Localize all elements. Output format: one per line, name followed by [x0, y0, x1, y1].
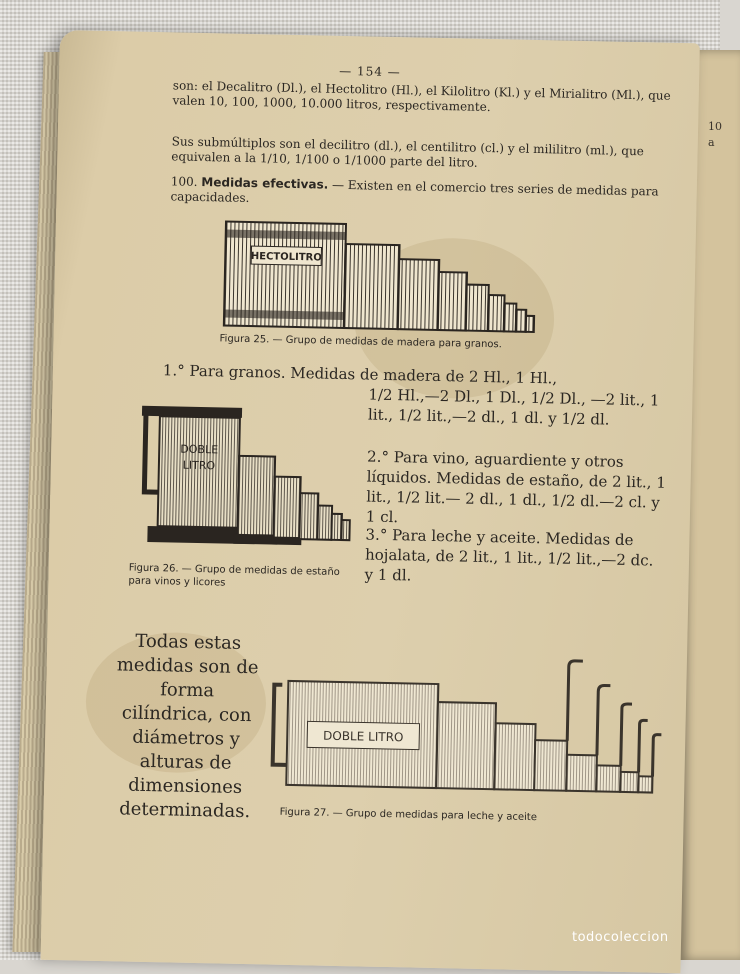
- figure-27-tin-measures: [266, 625, 669, 803]
- figure-27-caption: Figura 27. — Grupo de medidas para leche y aceite: [279, 806, 538, 824]
- item-vino: 2.° Para vino, aguardiente y otros líquidos. Medidas de estaño, de 2 lit., 1 lit., 1/2 lit.— 2 dl., 1 dl., 1/2 dl.—2 cl. y 1 cl.: [365, 447, 667, 527]
- figure-25-caption: Figura 25. — Grupo de medidas de madera para granos.: [219, 333, 502, 351]
- paragraph-medidas-efectivas: [136, 174, 691, 216]
- figure-26-label-doble: DOBLE: [180, 442, 219, 457]
- book-page: [41, 30, 700, 973]
- facing-page-fragment: 10: [708, 120, 722, 133]
- section-text: — Existen en el comercio tres series de medidas para capacidades.: [170, 177, 659, 206]
- figure-26-pewter-measures: [129, 402, 362, 557]
- item-granos-line1: 1.° Para granos. Medidas de madera de 2 Hl., 1 Hl.,: [162, 361, 558, 388]
- section-number: 100.: [170, 174, 198, 189]
- paragraph-submultiples: Sus submúltiplos son el decilitro (dl.), el centilitro (cl.) y el mililitro (ml.), que equivalen a la 1/10, 1/100 o 1/1000 parte del litro.: [171, 134, 645, 170]
- figure-25-label: HECTOLITRO: [250, 251, 322, 264]
- paragraph-cylindrical-forms: Todas estas medidas son de forma cilíndrica, con diámetros y alturas de dimensiones determinadas.: [116, 630, 259, 823]
- figure-26-caption: Figura 26. — Grupo de medidas de estaño para vinos y licores: [128, 562, 340, 589]
- figure-27-label: DOBLE LITRO: [322, 728, 404, 745]
- watermark-text: todocoleccion: [572, 930, 669, 945]
- section-heading: Medidas efectivas.: [201, 174, 329, 192]
- watermark-logo: [572, 930, 669, 945]
- paragraph-multiples: son: el Decalitro (Dl.), el Hectolitro (Hl.), el Kilolitro (Kl.) y el Mirialitro (Ml.), que valen 10, 100, 1000, 10.000 litros, respectivamente.: [172, 78, 671, 115]
- item-granos-line2: 1/2 Hl.,—2 Dl., 1 Dl., 1/2 Dl., —2 lit., 1 lit., 1/2 lit.,—2 dl., 1 dl. y 1/2 dl.: [367, 385, 660, 429]
- item-leche: 3.° Para leche y aceite. Medidas de hojalata, de 2 lit., 1 lit., 1/2 lit.,—2 dc. y 1 dl.: [364, 525, 654, 585]
- page-number: — 154 —: [339, 63, 401, 80]
- figure-26-label-litro: LITRO: [182, 458, 216, 473]
- figure-25-wooden-measures: [220, 211, 552, 338]
- facing-page-fragment: a: [708, 136, 715, 149]
